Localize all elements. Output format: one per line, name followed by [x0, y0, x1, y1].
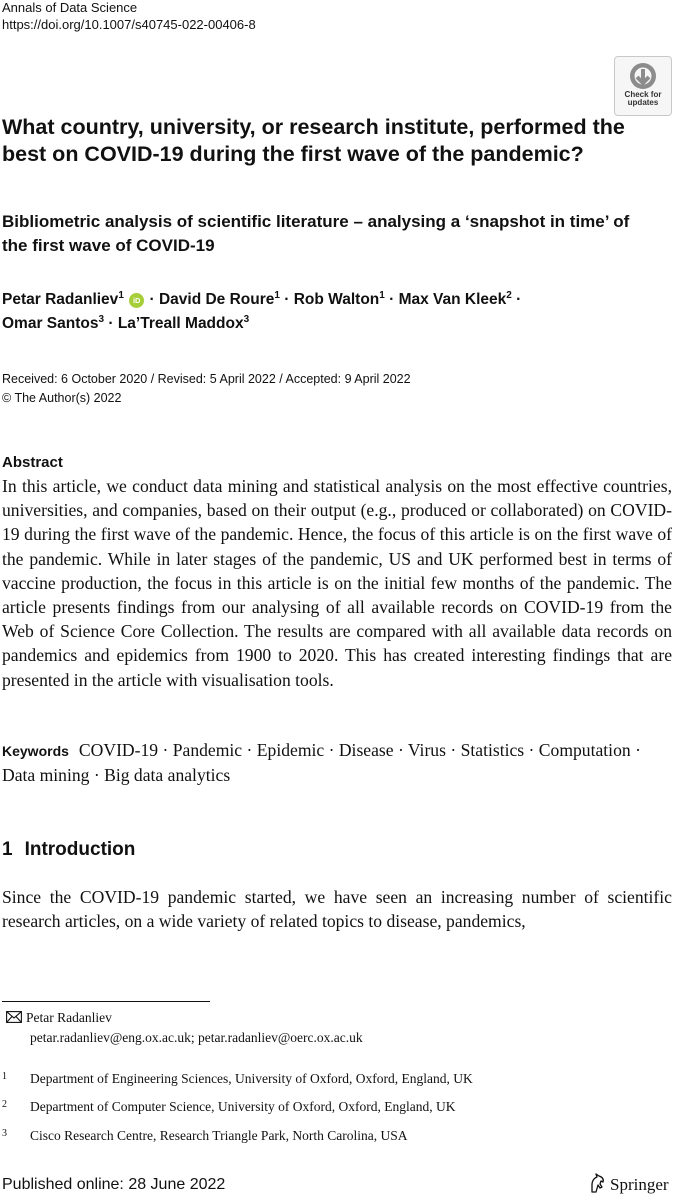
badge-line-1: Check for: [624, 90, 662, 99]
affiliation-number: 2: [2, 1099, 7, 1110]
author-affiliation-number: 1: [118, 289, 124, 301]
publisher-name: Springer: [610, 1175, 669, 1194]
check-updates-icon: [628, 61, 658, 91]
article-title: What country, university, or research institute, performed the best on COVID-19 during the first wave of the pandemic?: [2, 115, 625, 166]
envelope-icon: [2, 1011, 26, 1023]
section-heading-introduction: [2, 838, 135, 862]
author-affiliation-number: 1: [379, 289, 385, 301]
doi-link[interactable]: https://doi.org/10.1007/s40745-022-00406-8: [2, 17, 256, 32]
footnote-divider: [2, 1001, 210, 1002]
author-separator: ·: [384, 291, 399, 308]
section-title: Introduction: [24, 839, 136, 860]
orcid-icon[interactable]: iD: [129, 293, 144, 308]
publisher-logo: [588, 1173, 669, 1196]
history-dates: Received: 6 October 2020 / Revised: 5 April 2022 / Accepted: 9 April 2022: [2, 372, 411, 386]
affiliation-item: [2, 1125, 408, 1145]
author-name[interactable]: La’Treall Maddox: [117, 315, 244, 332]
author-name[interactable]: Petar Radanliev: [2, 291, 119, 308]
author-list: [2, 288, 662, 336]
author-name[interactable]: David De Roure: [158, 291, 275, 308]
author-separator: ·: [279, 291, 294, 308]
author-affiliation-number: 1: [274, 289, 280, 301]
affiliation-number: 3: [2, 1128, 7, 1139]
introduction-text: Since the COVID-19 pandemic started, we have seen an increasing number of scientific research articles, on a wide variety of related topics to disease, pandemics,: [2, 887, 672, 932]
keywords-section: [2, 738, 672, 787]
affiliation-item: [2, 1096, 456, 1116]
published-online-date: Published online: 28 June 2022: [2, 1176, 226, 1193]
affiliation-text: Cisco Research Centre, Research Triangle Park, North Carolina, USA: [30, 1128, 408, 1143]
author-affiliation-number: 3: [243, 313, 250, 325]
affiliation-text: Department of Computer Science, University of Oxford, Oxford, England, UK: [30, 1099, 456, 1114]
affiliation-item: [2, 1068, 473, 1088]
abstract-heading: Abstract: [2, 454, 63, 471]
author-name[interactable]: Rob Walton: [293, 291, 380, 308]
author-name[interactable]: Omar Santos: [2, 315, 99, 332]
badge-line-2: updates: [627, 98, 659, 107]
corresponding-author-emails[interactable]: petar.radanliev@eng.ox.ac.uk; petar.radanliev@oerc.ox.ac.uk: [30, 1030, 363, 1045]
author-name[interactable]: Max Van Kleek: [398, 291, 507, 308]
article-subtitle: Bibliometric analysis of scientific literature – analysing a ‘snapshot in time’ of the first wave of COVID-19: [2, 212, 630, 255]
article-dates: [2, 370, 411, 408]
section-number: 1: [2, 839, 13, 860]
keywords-list: COVID-19 · Pandemic · Epidemic · Disease · Virus · Statistics · Computation · Data mining · Big data analytics: [2, 740, 641, 786]
copyright-notice: © The Author(s) 2022: [2, 391, 122, 405]
author-separator: ·: [104, 315, 118, 332]
author-affiliation-number: 3: [98, 313, 105, 325]
affiliation-text: Department of Engineering Sciences, University of Oxford, Oxford, England, UK: [30, 1071, 473, 1086]
check-for-updates-badge[interactable]: [614, 56, 672, 116]
author-separator: ·: [511, 291, 522, 308]
springer-horse-icon: [588, 1173, 606, 1193]
keywords-label: Keywords: [2, 743, 69, 759]
author-separator: ·: [145, 291, 159, 308]
abstract-text: In this article, we conduct data mining and statistical analysis on the most effective countries, universities, and companies, based on their output (e.g., produced or collaborated) on COVID-19 during the first wave of the pandemic. Hence, the focus of this article is on the first wave of the pandemic. While in later stages of the pandemic, US and UK performed best in terms of vaccine production, the focus in this article is on the initial few months of the pandemic. The article presents findings from our analysing of all available records on COVID-19 from the Web of Science Core Collection. The results are compared with all available data records on pandemics and epidemics from 1900 to 2020. This has created interesting findings that are presented in the article with visualisation tools.: [2, 476, 672, 690]
corresponding-author-name: Petar Radanliev: [26, 1010, 112, 1025]
affiliation-number: 1: [2, 1071, 7, 1082]
journal-name: Annals of Data Science: [2, 0, 138, 15]
correspondence-block: [2, 1008, 363, 1048]
author-affiliation-number: 2: [506, 289, 512, 301]
